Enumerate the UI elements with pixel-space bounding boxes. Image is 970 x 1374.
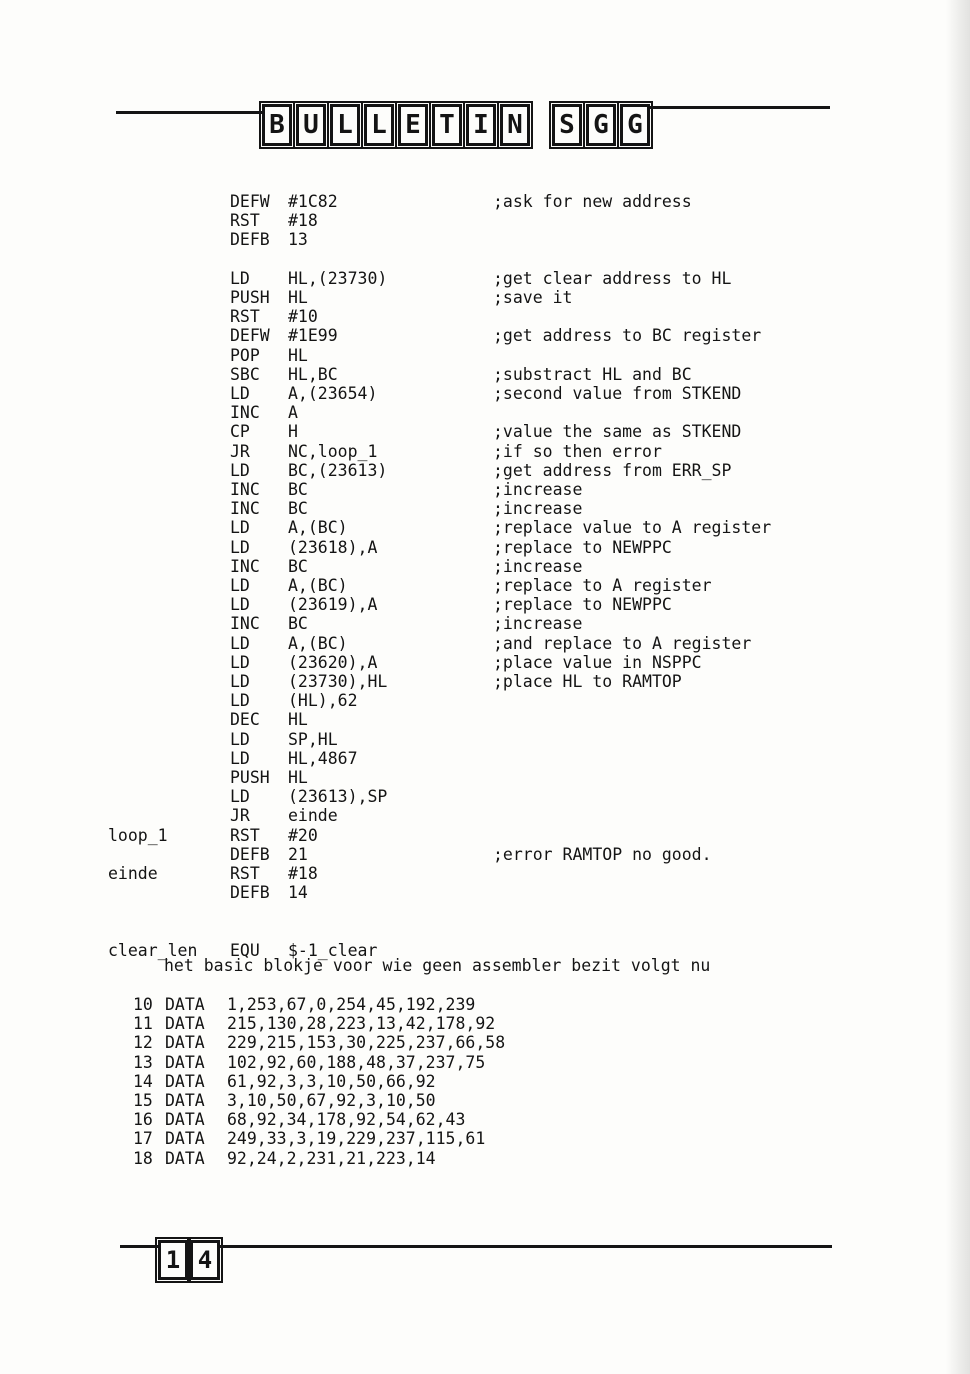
code-opcode: JR bbox=[230, 441, 250, 461]
basic-values: 61,92,3,3,10,50,66,92 bbox=[227, 1071, 436, 1091]
code-label: clear_len bbox=[108, 940, 198, 960]
basic-keyword: DATA bbox=[165, 1129, 205, 1149]
header-rule-right bbox=[640, 106, 830, 109]
code-operand: BC,(23613) bbox=[288, 460, 388, 480]
code-comment: ;save it bbox=[493, 288, 573, 307]
basic-line-number: 11 bbox=[133, 1014, 153, 1034]
code-opcode: LD bbox=[230, 537, 250, 557]
code-opcode: PUSH bbox=[230, 768, 270, 787]
code-operand: 21 bbox=[288, 844, 308, 864]
code-operand: #20 bbox=[288, 825, 318, 845]
code-operand: A bbox=[288, 403, 298, 423]
code-operand: (23618),A bbox=[288, 537, 378, 557]
basic-values: 102,92,60,188,48,37,237,75 bbox=[227, 1052, 486, 1072]
code-comment: ;if so then error bbox=[493, 441, 662, 461]
code-opcode: DEFB bbox=[230, 844, 270, 864]
code-comment: ;get clear address to HL bbox=[493, 268, 732, 288]
banner-letter: T bbox=[432, 104, 462, 146]
banner-letter: U bbox=[296, 104, 326, 146]
code-comment: ;replace to NEWPPC bbox=[493, 595, 672, 615]
code-opcode: INC bbox=[230, 403, 260, 423]
code-operand: #1C82 bbox=[288, 192, 338, 211]
code-opcode: POP bbox=[230, 345, 260, 365]
basic-keyword: DATA bbox=[165, 1014, 205, 1034]
code-operand: HL,4867 bbox=[288, 748, 358, 768]
basic-keyword: DATA bbox=[165, 1110, 205, 1130]
basic-line-number: 15 bbox=[133, 1091, 153, 1110]
code-opcode: DEFB bbox=[230, 230, 270, 250]
basic-line bbox=[133, 995, 475, 1014]
code-opcode: LD bbox=[230, 595, 250, 615]
basic-line-number: 18 bbox=[133, 1148, 153, 1168]
banner-letter: B bbox=[262, 104, 292, 146]
basic-line bbox=[133, 1033, 505, 1052]
code-opcode: PUSH bbox=[230, 288, 270, 307]
code-operand: A,(BC) bbox=[288, 576, 348, 595]
code-opcode: RST bbox=[230, 864, 260, 883]
code-operand: NC,loop_1 bbox=[288, 441, 378, 461]
basic-line-number: 14 bbox=[133, 1071, 153, 1091]
code-operand: A,(23654) bbox=[288, 384, 378, 403]
code-operand: BC bbox=[288, 499, 308, 519]
code-opcode: DEC bbox=[230, 710, 260, 730]
code-opcode: INC bbox=[230, 556, 260, 576]
code-operand: BC bbox=[288, 556, 308, 576]
code-operand: HL,(23730) bbox=[288, 268, 388, 288]
code-opcode: LD bbox=[230, 576, 250, 595]
code-operand: A,(BC) bbox=[288, 518, 348, 538]
code-opcode: LD bbox=[230, 652, 250, 672]
code-opcode: SBC bbox=[230, 364, 260, 384]
code-operand: BC bbox=[288, 614, 308, 634]
code-comment: ;increase bbox=[493, 480, 583, 499]
code-comment: ;value the same as STKEND bbox=[493, 422, 742, 442]
code-opcode: LD bbox=[230, 672, 250, 691]
code-operand: A,(BC) bbox=[288, 633, 348, 653]
code-opcode: DEFW bbox=[230, 326, 270, 346]
code-opcode: LD bbox=[230, 729, 250, 749]
basic-line-number: 17 bbox=[133, 1129, 153, 1149]
code-opcode: LD bbox=[230, 633, 250, 653]
basic-keyword: DATA bbox=[165, 1148, 205, 1168]
basic-line bbox=[133, 1053, 485, 1072]
code-comment: ;place HL to RAMTOP bbox=[493, 672, 682, 691]
basic-intro-text: het basic blokje voor wie geen assembler bezit volgt nu bbox=[164, 956, 711, 975]
code-comment: ;increase bbox=[493, 614, 583, 634]
code-operand: SP,HL bbox=[288, 729, 338, 749]
code-opcode: EQU bbox=[230, 940, 260, 960]
code-opcode: DEFB bbox=[230, 883, 270, 903]
code-operand: #10 bbox=[288, 307, 318, 327]
code-comment: ;error RAMTOP no good. bbox=[493, 844, 712, 864]
code-operand: #1E99 bbox=[288, 326, 338, 346]
code-opcode: LD bbox=[230, 691, 250, 711]
basic-keyword: DATA bbox=[165, 1052, 205, 1072]
code-operand: 13 bbox=[288, 230, 308, 250]
page-edge-shadow bbox=[946, 0, 970, 1374]
code-opcode: LD bbox=[230, 268, 250, 288]
code-operand: 14 bbox=[288, 883, 308, 903]
code-comment: ;substract HL and BC bbox=[493, 364, 692, 384]
basic-keyword: DATA bbox=[165, 1033, 205, 1053]
code-label: einde bbox=[108, 864, 158, 883]
code-operand: HL bbox=[288, 768, 308, 787]
basic-line-number: 10 bbox=[133, 995, 153, 1014]
code-operand: HL bbox=[288, 345, 308, 365]
header-rule-left bbox=[116, 111, 264, 114]
banner-letter: E bbox=[398, 104, 428, 146]
code-opcode: LD bbox=[230, 384, 250, 403]
code-comment: ;replace to A register bbox=[493, 576, 712, 595]
code-opcode: LD bbox=[230, 460, 250, 480]
code-opcode: CP bbox=[230, 422, 250, 442]
code-opcode: INC bbox=[230, 499, 260, 519]
code-opcode: RST bbox=[230, 211, 260, 231]
page-number-digit: 4 bbox=[190, 1240, 220, 1280]
code-operand: (23730),HL bbox=[288, 672, 388, 691]
code-operand: #18 bbox=[288, 211, 318, 231]
code-comment: ;get address to BC register bbox=[493, 326, 762, 346]
code-operand: H bbox=[288, 422, 298, 442]
code-operand: HL bbox=[288, 288, 308, 307]
code-opcode: INC bbox=[230, 480, 260, 499]
basic-values: 3,10,50,67,92,3,10,50 bbox=[227, 1091, 436, 1110]
code-opcode: RST bbox=[230, 307, 260, 327]
basic-line bbox=[133, 1149, 436, 1168]
code-operand: (23620),A bbox=[288, 652, 378, 672]
code-opcode: RST bbox=[230, 825, 260, 845]
basic-line bbox=[133, 1110, 465, 1129]
code-comment: ;replace value to A register bbox=[493, 518, 772, 538]
banner-letter: G bbox=[620, 104, 650, 146]
code-operand: #18 bbox=[288, 864, 318, 883]
code-comment: ;second value from STKEND bbox=[493, 384, 742, 403]
basic-values: 1,253,67,0,254,45,192,239 bbox=[227, 995, 476, 1014]
banner-letter: L bbox=[330, 104, 360, 146]
code-opcode: DEFW bbox=[230, 192, 270, 211]
code-operand: HL,BC bbox=[288, 364, 338, 384]
basic-line-number: 12 bbox=[133, 1033, 153, 1053]
code-comment: ;and replace to A register bbox=[493, 633, 752, 653]
banner-letter: N bbox=[500, 104, 530, 146]
basic-line bbox=[133, 1091, 436, 1110]
code-comment: ;place value in NSPPC bbox=[493, 652, 702, 672]
code-opcode: LD bbox=[230, 787, 250, 807]
code-opcode: INC bbox=[230, 614, 260, 634]
basic-values: 229,215,153,30,225,237,66,58 bbox=[227, 1033, 506, 1053]
basic-values: 92,24,2,231,21,223,14 bbox=[227, 1148, 436, 1168]
code-comment: ;increase bbox=[493, 556, 583, 576]
code-comment: ;replace to NEWPPC bbox=[493, 537, 672, 557]
code-comment: ;ask for new address bbox=[493, 192, 692, 211]
footer-rule bbox=[120, 1245, 832, 1248]
basic-line bbox=[133, 1072, 436, 1091]
code-comment: ;get address from ERR_SP bbox=[493, 460, 732, 480]
basic-line bbox=[133, 1129, 485, 1148]
basic-keyword: DATA bbox=[165, 1071, 205, 1091]
banner-letter: S bbox=[552, 104, 582, 146]
code-operand: BC bbox=[288, 480, 308, 499]
banner-letter: I bbox=[466, 104, 496, 146]
code-operand: (23619),A bbox=[288, 595, 378, 615]
code-operand: $-1_clear bbox=[288, 940, 378, 960]
code-opcode: LD bbox=[230, 518, 250, 538]
bulletin-sgg-banner bbox=[262, 104, 650, 146]
basic-values: 215,130,28,223,13,42,178,92 bbox=[227, 1014, 496, 1034]
code-comment: ;increase bbox=[493, 499, 583, 519]
code-operand: (HL),62 bbox=[288, 691, 358, 711]
page-number-digit: 1 bbox=[158, 1240, 188, 1280]
basic-line-number: 13 bbox=[133, 1052, 153, 1072]
basic-values: 249,33,3,19,229,237,115,61 bbox=[227, 1129, 486, 1149]
basic-line-number: 16 bbox=[133, 1110, 153, 1130]
banner-letter: G bbox=[586, 104, 616, 146]
basic-values: 68,92,34,178,92,54,62,43 bbox=[227, 1110, 466, 1130]
banner-letter: L bbox=[364, 104, 394, 146]
code-label: loop_1 bbox=[108, 825, 168, 845]
basic-keyword: DATA bbox=[165, 995, 205, 1014]
code-operand: einde bbox=[288, 806, 338, 826]
code-opcode: JR bbox=[230, 806, 250, 826]
basic-line bbox=[133, 1014, 495, 1033]
basic-keyword: DATA bbox=[165, 1091, 205, 1110]
code-operand: HL bbox=[288, 710, 308, 730]
code-operand: (23613),SP bbox=[288, 787, 388, 807]
code-opcode: LD bbox=[230, 748, 250, 768]
